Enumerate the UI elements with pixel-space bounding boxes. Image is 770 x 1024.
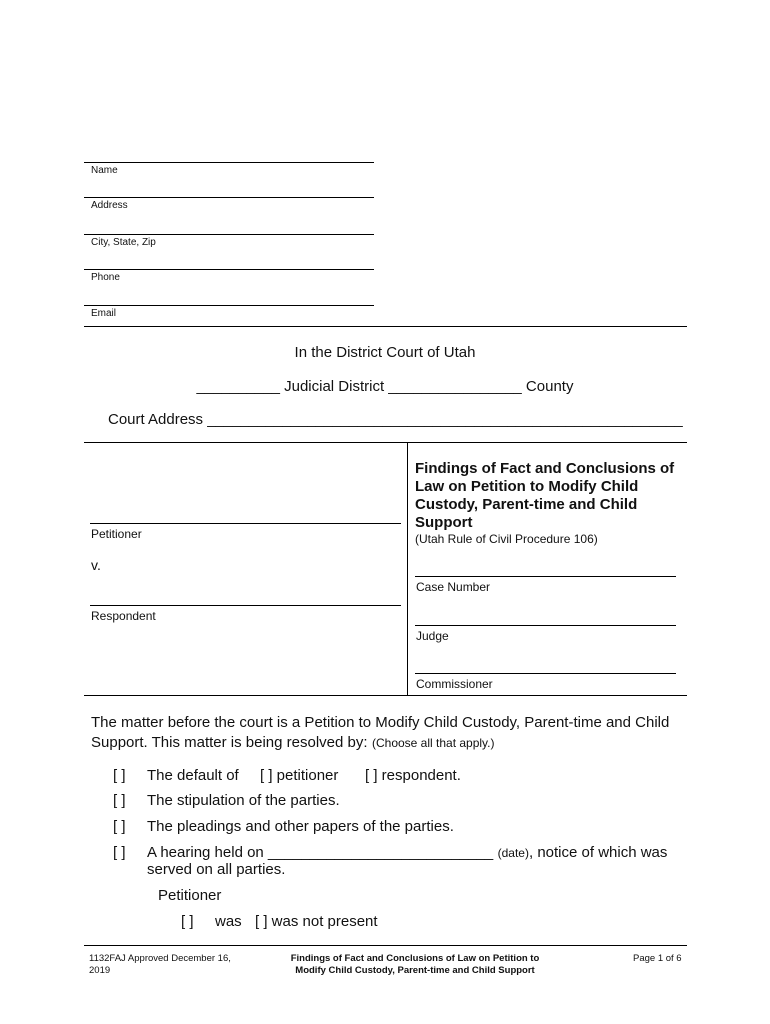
email-line[interactable]: [84, 305, 374, 306]
document-title-line: Custody, Parent-time and Child: [415, 496, 638, 513]
case-number-label: Case Number: [416, 580, 491, 594]
city-state-zip-label: City, State, Zip: [91, 237, 156, 248]
caption-bottom-border: [84, 695, 687, 696]
address-label: Address: [91, 200, 128, 211]
stipulation-checkbox[interactable]: [ ]: [113, 792, 126, 809]
phone-line[interactable]: [84, 269, 374, 270]
footer-title-line: Findings of Fact and Conclusions of Law on Petition to: [290, 953, 540, 964]
judge-label: Judge: [416, 629, 449, 643]
document-title: [415, 460, 674, 532]
pleadings-label: The pleadings and other papers of the parties.: [147, 818, 454, 835]
page-number: Page 1 of 6: [633, 953, 682, 964]
judge-line[interactable]: [415, 625, 676, 626]
default-checkbox[interactable]: [ ]: [113, 767, 126, 784]
footer-form-id-line: 2019: [89, 965, 111, 976]
hearing-date-field[interactable]: A hearing held on ___________________________: [147, 844, 494, 861]
footer-title-line: Modify Child Custody, Parent-time and Child Support: [295, 965, 535, 976]
petitioner-line[interactable]: [90, 523, 401, 524]
judicial-district-county-line[interactable]: __________ Judicial District ________________ County: [196, 378, 574, 395]
default-of-label: The default of: [147, 767, 239, 784]
address-line[interactable]: [84, 197, 374, 198]
default-respondent-checkbox[interactable]: [ ] respondent.: [365, 767, 461, 784]
commissioner-line[interactable]: [415, 673, 676, 674]
name-label: Name: [91, 165, 118, 176]
petitioner-was-checkbox[interactable]: [ ]: [181, 913, 194, 930]
respondent-line[interactable]: [90, 605, 401, 606]
email-label: Email: [91, 308, 117, 319]
was-label: was: [215, 913, 242, 930]
intro-line-2-note: (Choose all that apply.): [371, 736, 495, 750]
footer-form-id: [89, 953, 231, 977]
document-title-line: Support: [415, 514, 473, 531]
commissioner-label: Commissioner: [416, 677, 493, 691]
hearing-line-1: [147, 844, 667, 862]
intro-line-2-main: Support. This matter is being resolved by:: [91, 734, 368, 751]
hearing-date-note: (date): [497, 846, 529, 860]
stipulation-label: The stipulation of the parties.: [147, 792, 340, 809]
hearing-checkbox[interactable]: [ ]: [113, 844, 126, 861]
caption-vertical-divider: [407, 442, 408, 695]
petitioner-was-not-checkbox[interactable]: [ ] was not present: [255, 913, 378, 930]
versus-text: v.: [91, 557, 101, 573]
document-title-line: Law on Petition to Modify Child: [415, 478, 639, 495]
respondent-label: Respondent: [91, 609, 156, 623]
hearing-notice-text: , notice of which was: [528, 844, 668, 861]
rule-reference: (Utah Rule of Civil Procedure 106): [415, 532, 598, 546]
phone-label: Phone: [91, 272, 120, 283]
document-title-line: Findings of Fact and Conclusions of: [415, 460, 675, 477]
footer-title: [265, 953, 565, 977]
pleadings-checkbox[interactable]: [ ]: [113, 818, 126, 835]
presence-petitioner-label: Petitioner: [158, 887, 222, 904]
intro-line-2: [91, 734, 495, 752]
caption-top-border: [84, 442, 687, 443]
name-line[interactable]: [84, 162, 374, 163]
petitioner-label: Petitioner: [91, 527, 142, 541]
default-petitioner-checkbox[interactable]: [ ] petitioner: [260, 767, 339, 784]
court-address-line[interactable]: Court Address _________________________________________________________: [108, 411, 683, 428]
court-title: In the District Court of Utah: [294, 344, 476, 361]
intro-line-1: The matter before the court is a Petition to Modify Child Custody, Parent-time and Child: [91, 714, 670, 731]
footer-divider: [84, 945, 687, 946]
city-state-zip-line[interactable]: [84, 234, 374, 235]
header-divider: [84, 326, 687, 327]
case-number-line[interactable]: [415, 576, 676, 577]
footer-form-id-line: 1132FAJ Approved December 16,: [89, 953, 231, 964]
hearing-line-2: served on all parties.: [147, 861, 286, 878]
